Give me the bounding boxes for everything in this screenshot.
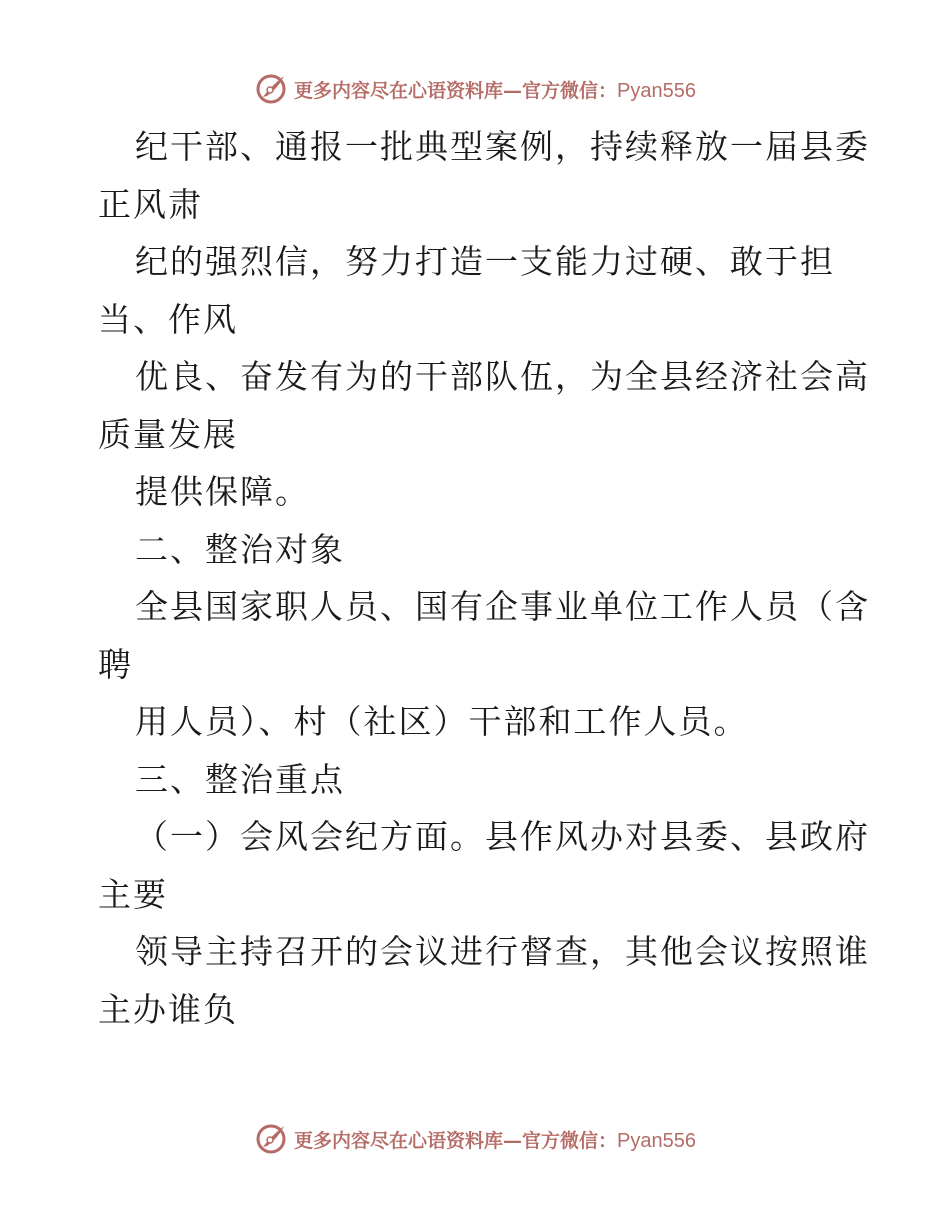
text-line: 正风肃 — [98, 184, 203, 224]
feather-pen-seal-icon — [254, 72, 288, 106]
watermark-handle: Pyan556 — [617, 1129, 696, 1152]
text-line: 提供保障。 — [135, 472, 310, 511]
document-body — [98, 118, 870, 1038]
text-line: （一）会风会纪方面。县作风办对县委、县政府 — [135, 817, 870, 856]
text-line: 三、整治重点 — [135, 759, 345, 799]
watermark-text: 更多内容尽在心语资料库—官方微信： — [294, 79, 618, 102]
text-line: 二、整治对象 — [135, 529, 345, 569]
text-line: 用人员）、村（社区）干部和工作人员。 — [135, 702, 749, 741]
text-line: 领导主持召开的会议进行督查，其他会议按照谁 — [135, 932, 870, 971]
watermark-handle: Pyan556 — [617, 79, 696, 102]
footer-watermark — [0, 1122, 950, 1156]
text-line: 纪的强烈信，努力打造一支能力过硬、敢于担 — [135, 242, 835, 281]
feather-pen-seal-icon — [254, 1122, 288, 1156]
text-line: 纪干部、通报一批典型案例，持续释放一届县委 — [135, 127, 870, 166]
text-line: 质量发展 — [98, 414, 238, 454]
watermark-text: 更多内容尽在心语资料库—官方微信： — [294, 1129, 618, 1152]
text-line: 主要 — [98, 874, 168, 914]
text-line: 聘 — [98, 644, 133, 684]
header-watermark — [0, 72, 950, 106]
text-line: 优良、奋发有为的干部队伍，为全县经济社会高 — [135, 357, 870, 396]
text-line: 全县国家职人员、国有企事业单位工作人员（含 — [135, 587, 870, 626]
text-line: 主办谁负 — [98, 989, 238, 1029]
text-line: 当、作风 — [98, 299, 238, 339]
